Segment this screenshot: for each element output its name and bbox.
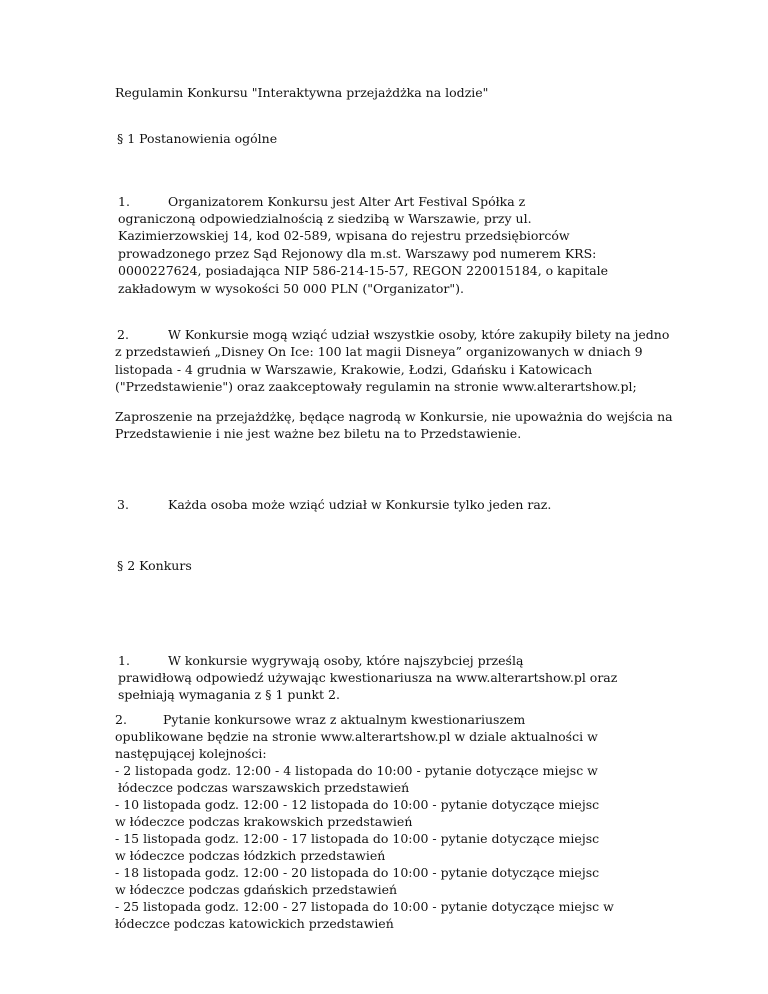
- paragraph-line: prawidłową odpowiedź używając kwestionariusza na www.alterartshow.pl oraz: [118, 670, 618, 685]
- paragraph-number: 2.: [117, 327, 129, 342]
- paragraph-line: opublikowane będzie na stronie www.alterartshow.pl w dziale aktualności w: [115, 729, 598, 744]
- list-item-continuation: w łódeczce podczas łódzkich przedstawień: [115, 848, 386, 863]
- paragraph-line: Kazimierzowskiej 14, kod 02-589, wpisana do rejestru przedsiębiorców: [118, 228, 570, 243]
- paragraph-line: ("Przedstawienie") oraz zaakceptowały regulamin na stronie www.alterartshow.pl;: [115, 379, 637, 394]
- list-item: - 10 listopada godz. 12:00 - 12 listopada do 10:00 - pytanie dotyczące miejsc: [115, 797, 600, 812]
- list-item: - 25 listopada godz. 12:00 - 27 listopada do 10:00 - pytanie dotyczące miejsc w: [115, 899, 614, 914]
- paragraph-line: Przedstawienie i nie jest ważne bez biletu na to Przedstawienie.: [115, 426, 522, 441]
- list-item: - 2 listopada godz. 12:00 - 4 listopada do 10:00 - pytanie dotyczące miejsc w: [115, 763, 598, 778]
- document-title: Regulamin Konkursu "Interaktywna przejażdżka na lodzie": [115, 85, 489, 100]
- list-item-continuation: w łódeczce podczas gdańskich przedstawień: [115, 882, 398, 897]
- paragraph-line: Zaproszenie na przejażdżkę, będące nagrodą w Konkursie, nie upoważnia do wejścia na: [115, 409, 673, 424]
- section-2-heading: § 2 Konkurs: [117, 558, 192, 573]
- list-item: - 15 listopada godz. 12:00 - 17 listopada do 10:00 - pytanie dotyczące miejsc: [115, 831, 600, 846]
- paragraph-line: listopada - 4 grudnia w Warszawie, Krakowie, Łodzi, Gdańsku i Katowicach: [115, 362, 593, 377]
- list-item-continuation: w łódeczce podczas krakowskich przedstawień: [115, 814, 413, 829]
- paragraph-line: spełniają wymagania z § 1 punkt 2.: [118, 687, 340, 702]
- list-item: - 18 listopada godz. 12:00 - 20 listopada do 10:00 - pytanie dotyczące miejsc: [115, 865, 600, 880]
- list-item-continuation: łódeczce podczas warszawskich przedstawień: [118, 780, 410, 795]
- paragraph-number: 2.: [115, 712, 127, 727]
- paragraph-line: 0000227624, posiadająca NIP 586-214-15-57, REGON 220015184, o kapitale: [118, 263, 609, 278]
- paragraph-number: 1.: [118, 653, 130, 668]
- paragraph-line: Każda osoba może wziąć udział w Konkursie tylko jeden raz.: [168, 497, 552, 512]
- paragraph-number: 1.: [118, 194, 130, 209]
- paragraph-line: Organizatorem Konkursu jest Alter Art Festival Spółka z: [168, 194, 526, 209]
- paragraph-line: W Konkursie mogą wziąć udział wszystkie osoby, które zakupiły bilety na jedno: [168, 327, 670, 342]
- paragraph-line: prowadzonego przez Sąd Rejonowy dla m.st. Warszawy pod numerem KRS:: [118, 246, 597, 261]
- section-1-heading: § 1 Postanowienia ogólne: [117, 131, 278, 146]
- paragraph-line: następującej kolejności:: [115, 746, 267, 761]
- paragraph-line: W konkursie wygrywają osoby, które najszybciej prześlą: [168, 653, 524, 668]
- paragraph-number: 3.: [117, 497, 129, 512]
- paragraph-line: Pytanie konkursowe wraz z aktualnym kwestionariuszem: [163, 712, 526, 727]
- list-item-continuation: łódeczce podczas katowickich przedstawień: [115, 916, 394, 931]
- paragraph-line: ograniczoną odpowiedzialnością z siedzibą w Warszawie, przy ul.: [118, 211, 532, 226]
- paragraph-line: z przedstawień „Disney On Ice: 100 lat magii Disneya” organizowanych w dniach 9: [115, 344, 643, 359]
- paragraph-line: zakładowym w wysokości 50 000 PLN ("Organizator").: [118, 281, 464, 296]
